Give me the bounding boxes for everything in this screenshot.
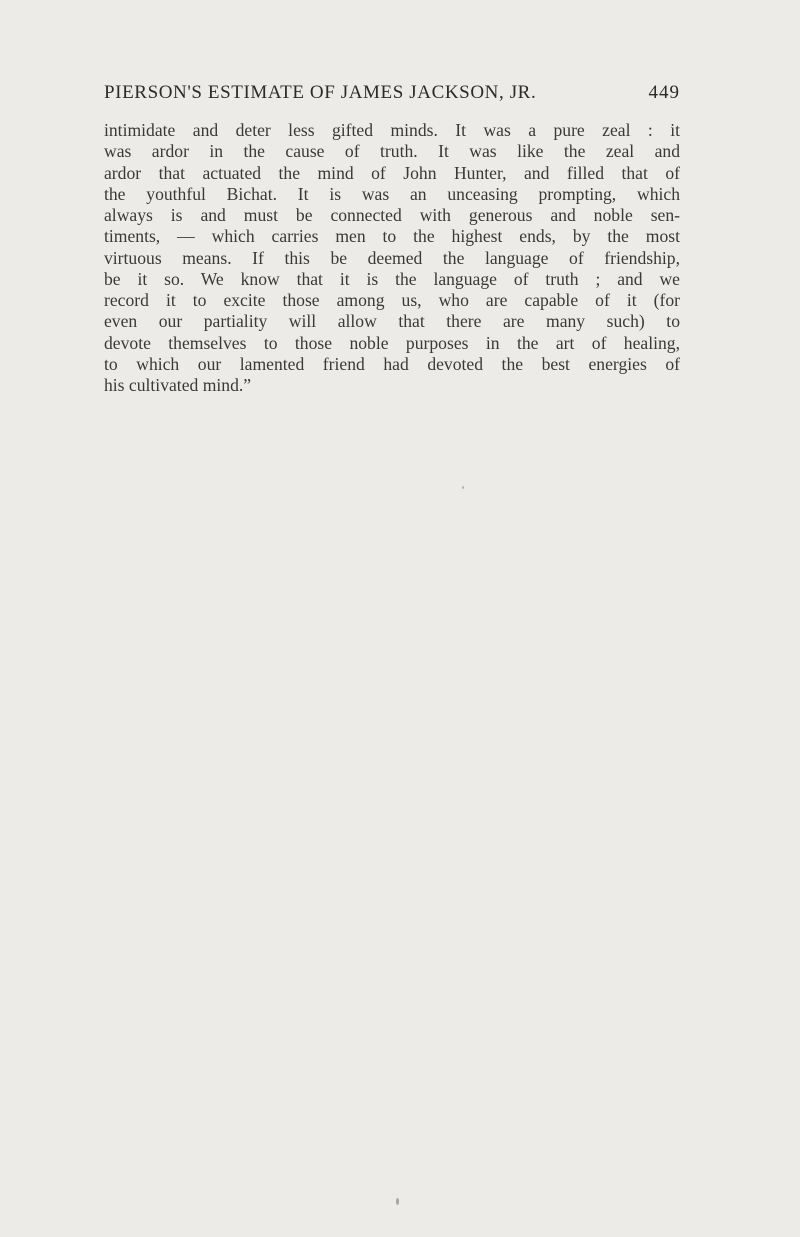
text-line: be it so. We know that it is the language of truth ; and we <box>104 268 680 289</box>
paper-speck <box>462 486 464 489</box>
text-line: the youthful Bichat. It is was an unceasing prompting, which <box>104 183 680 204</box>
text-line: virtuous means. If this be deemed the language of friendship, <box>104 247 680 268</box>
running-head <box>104 82 680 108</box>
text-line: devote themselves to those noble purposes in the art of healing, <box>104 332 680 353</box>
text-line: record it to excite those among us, who are capable of it (for <box>104 290 680 310</box>
text-line: was ardor in the cause of truth. It was like the zeal and <box>104 141 680 162</box>
running-title: PIERSON'S ESTIMATE OF JAMES JACKSON, JR. <box>104 82 537 103</box>
text-line: timents, — which carries men to the highest ends, by the most <box>104 226 680 247</box>
paper-speck <box>396 1198 399 1205</box>
text-line-last: his cultivated mind.” <box>104 375 252 395</box>
text-line: intimidate and deter less gifted minds. It was a pure zeal : it <box>104 120 680 140</box>
text-line: ardor that actuated the mind of John Hunter, and filled that of <box>104 162 680 183</box>
page-number: 449 <box>648 82 680 103</box>
text-line: to which our lamented friend had devoted the best energies of <box>104 353 680 374</box>
text-line: even our partiality will allow that there are many such) to <box>104 311 680 332</box>
text-line: always is and must be connected with generous and noble sen- <box>104 205 680 225</box>
body-paragraph <box>104 120 680 396</box>
